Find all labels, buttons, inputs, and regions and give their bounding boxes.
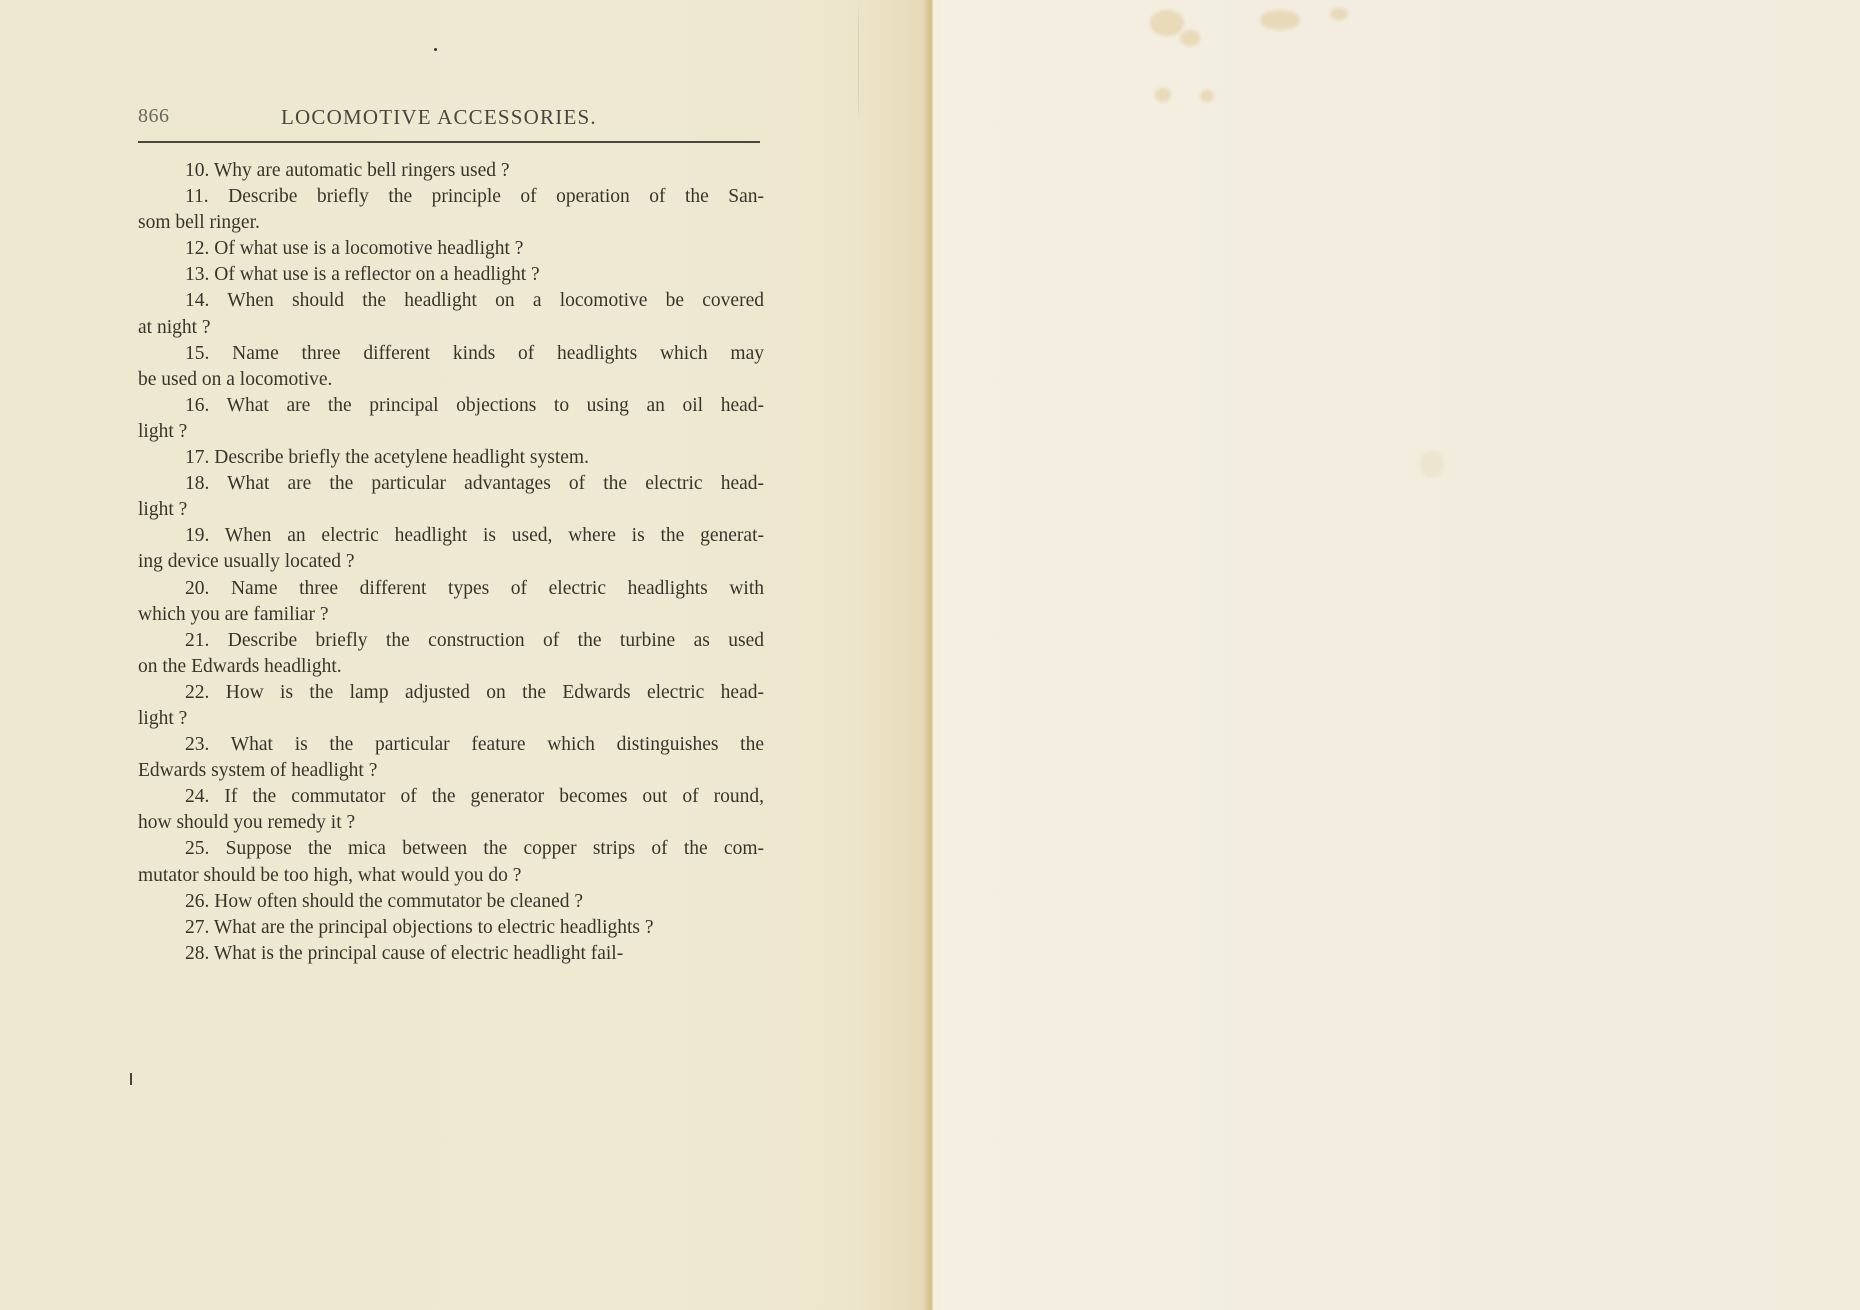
question-continuation-line: mutator should be too high, what would you do ? [138,864,522,886]
question-line: 23. What is the particular feature which distinguishes the [185,734,764,756]
question-line: 16. What are the principal objections to using an oil head- [185,394,764,416]
question-line: 15. Name three different kinds of headlights which may [185,342,764,364]
running-head [138,105,760,135]
book-spine-gutter [924,0,940,1310]
foxing-stain [1260,10,1300,30]
foxing-stain [1150,10,1184,36]
question-continuation-line: which you are familiar ? [138,603,329,625]
question-line: 17. Describe briefly the acetylene headlight system. [185,447,589,469]
question-line: 19. When an electric headlight is used, where is the generat- [185,525,764,547]
question-continuation-line: on the Edwards headlight. [138,655,342,677]
running-head-title: LOCOMOTIVE ACCESSORIES. [281,105,597,129]
foxing-stain [1330,8,1348,20]
foxing-stain [1420,450,1444,478]
question-list [138,158,764,967]
foxing-stain [1155,88,1171,102]
question-line: 26. How often should the commutator be cleaned ? [185,890,584,912]
question-continuation-line: at night ? [138,316,211,338]
right-page-blank [938,0,1860,1310]
page-curl-crease [858,0,861,120]
question-continuation-line: light ? [138,420,188,442]
question-line: 11. Describe briefly the principle of operation of the San- [185,186,764,208]
question-line: 12. Of what use is a locomotive headlight ? [185,238,524,260]
question-continuation-line: be used on a locomotive. [138,368,333,390]
page-number: 866 [138,105,170,127]
header-rule [138,141,760,143]
question-line: 10. Why are automatic bell ringers used ? [185,160,510,181]
question-line: 21. Describe briefly the construction of the turbine as used [185,629,764,651]
question-line: 25. Suppose the mica between the copper strips of the com- [185,838,764,860]
question-line: 18. What are the particular advantages of the electric head- [185,473,764,495]
question-continuation-line: light ? [138,707,188,729]
print-speck [434,48,437,51]
question-line: 28. What is the principal cause of electric headlight fail- [185,942,624,964]
question-continuation-line: Edwards system of headlight ? [138,760,378,782]
question-continuation-line: som bell ringer. [138,212,260,234]
question-line: 27. What are the principal objections to electric headlights ? [185,916,654,938]
question-line: 22. How is the lamp adjusted on the Edwards electric head- [185,681,764,703]
question-continuation-line: light ? [138,499,188,521]
question-line: 14. When should the headlight on a locomotive be covered [185,290,764,312]
question-line: 13. Of what use is a reflector on a headlight ? [185,264,540,286]
question-line: 20. Name three different types of electric headlights with [185,577,764,599]
foxing-stain [1180,30,1200,46]
show-through-text [140,1100,760,1126]
margin-mark [130,1073,132,1085]
question-line: 24. If the commutator of the generator becomes out of round, [185,786,764,808]
question-continuation-line: ing device usually located ? [138,551,355,573]
question-continuation-line: how should you remedy it ? [138,812,356,834]
foxing-stain [1200,90,1214,102]
